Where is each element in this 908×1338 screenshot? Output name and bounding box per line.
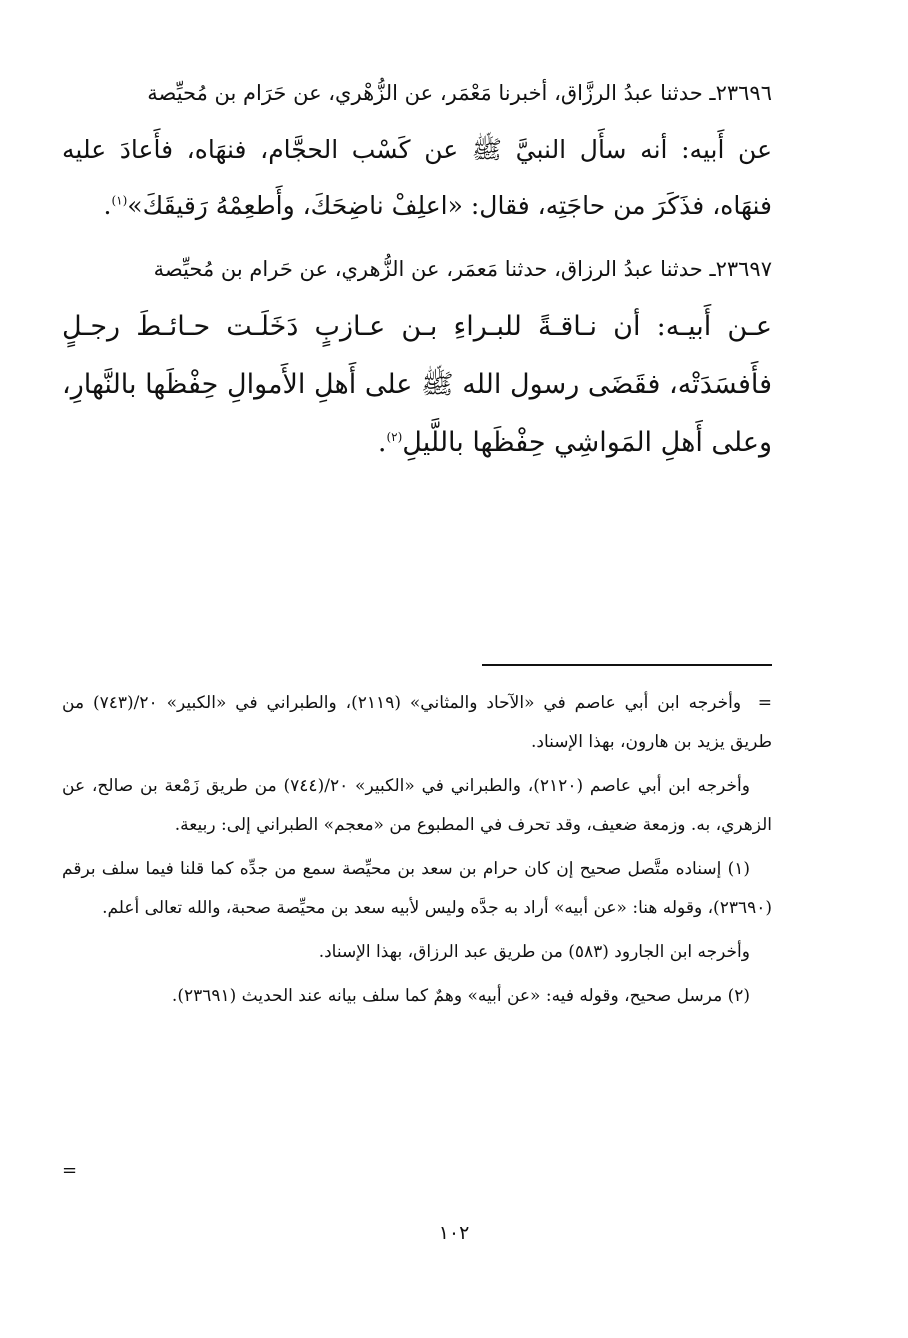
end-mark: .: [377, 427, 387, 458]
isnad-text: ٢٣٦٩٧ـ حدثنا عبدُ الرزاق، حدثنا مَعمَر، عن الزُّهري، عن حَرام بن مُحيِّصة: [153, 257, 772, 281]
hadith-matn: [62, 122, 772, 234]
hadith-matn: [62, 298, 772, 472]
isnad-text: ٢٣٦٩٦ـ حدثنا عبدُ الرزَّاق، أخبرنا مَعْمَر، عن الزُّهْري، عن حَرَام بن مُحيِّصة: [147, 81, 772, 105]
footnote-text: وأخرجه ابن أبي عاصم في «الآحاد والمثاني» (٢١١٩)، والطبراني في «الكبير» ٢٠/(٧٤٣) من طريق يزيد بن هارون، بهذا الإسناد.: [62, 693, 772, 752]
hadith-isnad: [62, 248, 772, 290]
footnote-paragraph: وأخرجه ابن الجارود (٥٨٣) من طريق عبد الرزاق، بهذا الإسناد.: [318, 942, 750, 962]
continuation-mark-bottom: =: [62, 1160, 78, 1181]
footnote-2: (٢) مرسل صحيح، وقوله فيه: «عن أبيه» وهمٌ كما سلف بيانه عند الحديث (٢٣٦٩١).: [171, 986, 750, 1006]
footnote-ref: (٢): [386, 430, 403, 444]
matn-text: عن أَبيه: أنه سأَل النبيَّ ﷺ عن كَسْب الحجَّام، فنهَاه، فأَعادَ عليه فنهَاه، فذَكَرَ من حاجَتِه، فقال: «اعلِفْ ناضِحَكَ، وأَطعِمْهُ رَقيقَكَ»: [62, 135, 772, 220]
matn-text: عـن أَبيـه: أن نـاقـةً للبـراءِ بـن عـازبٍ دَخَلَـت حـائـطَ رجـلٍ فأَفسَدَتْه، فقَضَى رسول الله ﷺ على أَهلِ الأَموالِ حِفْظَها بالنَّهارِ، وعلى أَهلِ المَواشِي حِفْظَها باللَّيلِ: [62, 311, 772, 458]
page-number: ١٠٢: [438, 1222, 470, 1244]
footnote-ref: (١): [111, 193, 128, 208]
main-text: [62, 72, 772, 486]
footnotes: [62, 684, 772, 1021]
end-mark: .: [103, 191, 112, 220]
footnote-separator: [482, 664, 772, 666]
continuation-mark: =: [757, 693, 772, 713]
footnote-1: (١) إسناده متَّصل صحيح إن كان حرام بن سعد بن محيِّصة سمع من جدِّه كما قلنا فيما سلف برقم (٢٣٦٩٠)، وقوله هنا: «عن أبيه» أراد به جدَّه وليس لأبيه سعد بن محيِّصة صحبة، والله تعالى أعلم.: [62, 859, 772, 918]
footnote-paragraph: وأخرجه ابن أبي عاصم (٢١٢٠)، والطبراني في «الكبير» ٢٠/(٧٤٤) من طريق زَمْعة بن صالح، عن الزهري، به. وزمعة ضعيف، وقد تحرف في المطبوع من «معجم» الطبراني إلى: ربيعة.: [62, 776, 772, 835]
hadith-23697: [62, 248, 772, 472]
hadith-isnad: [62, 72, 772, 114]
footnote-paragraph: [62, 684, 772, 762]
hadith-23696: [62, 72, 772, 234]
